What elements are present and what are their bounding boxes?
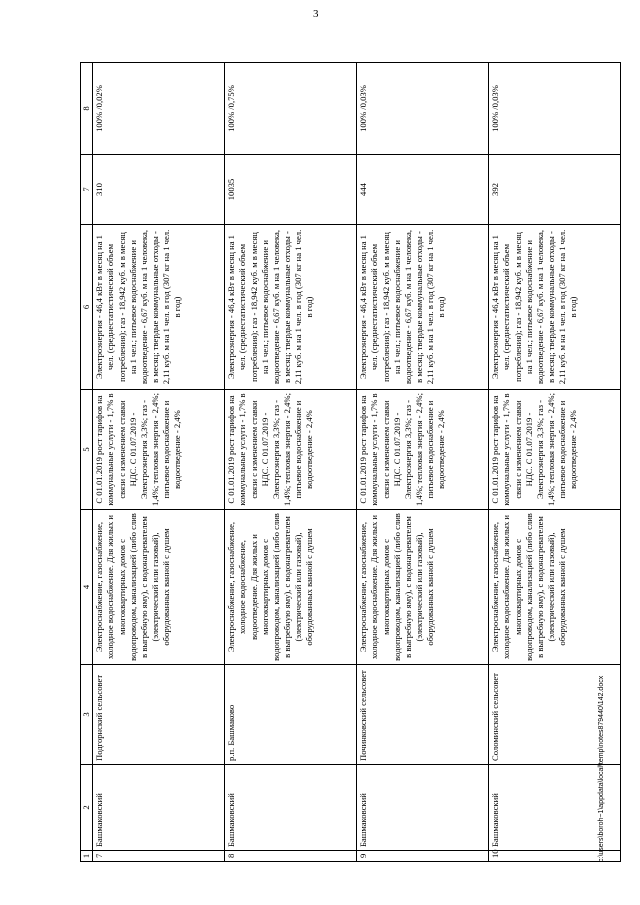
row-number: 9 xyxy=(357,851,489,862)
population-cell: 392 xyxy=(489,155,621,225)
table-row xyxy=(357,63,489,862)
header-cell: 2 xyxy=(81,765,93,851)
tariff-table xyxy=(80,62,621,862)
municipality-cell: Соломинский сельсовет xyxy=(489,665,621,765)
row-number: 7 xyxy=(93,851,225,862)
share-cell: 100% /0,03% xyxy=(357,63,489,155)
header-cell: 4 xyxy=(81,510,93,665)
table-row xyxy=(93,63,225,862)
district-cell: Башмаковский xyxy=(357,765,489,851)
table-row xyxy=(225,63,357,862)
header-cell: 5 xyxy=(81,390,93,510)
row-number: 8 xyxy=(225,851,357,862)
consumption-cell: Электроэнергия - 46,4 кВт в месяц на 1 чел. (среднестатистический объем потребления); газ - 18,942 куб. м в месяц на 1 чел.; питьевое водоснабжение и водоотведение - 6,67 куб. м на 1 человека, в месяц; твердые коммунальные отходы - 2,11 куб. м на 1 чел. в год (307 кг на 1 чел. в год) xyxy=(93,225,225,390)
header-cell: 6 xyxy=(81,225,93,390)
population-cell: 310 xyxy=(93,155,225,225)
municipality-cell: Подгорнский сельсовет xyxy=(93,665,225,765)
municipality-cell: р.п. Башмаково xyxy=(225,665,357,765)
district-cell: Башмаковский xyxy=(489,765,621,851)
population-cell: 10035 xyxy=(225,155,357,225)
consumption-cell: Электроэнергия - 46,4 кВт в месяц на 1 чел. (среднестатистический объем потребления); газ - 18,942 куб. м в месяц на 1 чел.; питьевое водоснабжение и водоотведение - 6,67 куб. м на 1 человека, в месяц; твердые коммунальные отходы - 2,11 куб. м на 1 чел. в год (307 кг на 1 чел. в год) xyxy=(357,225,489,390)
table-header-row xyxy=(81,63,93,862)
share-cell: 100% /0,02% xyxy=(93,63,225,155)
services-cell: Электроснабжение, газоснабжение, холодное водоснабжение. Для жилых и многоквартирных домов с водопроводом, канализацией (либо слив в выгребную яму), с водонагревателем (электрический или газовый), оборудованных ванной с душем xyxy=(489,510,621,665)
share-cell: 100% /0,03% xyxy=(489,63,621,155)
header-cell: 8 xyxy=(81,63,93,155)
row-number: 10 xyxy=(489,851,621,862)
services-cell: Электроснабжение, газоснабжение, холодное водоснабжение. Для жилых и многоквартирных домов с водопроводом, канализацией (либо слив в выгребную яму), с водонагревателем (электрический или газовый), оборудованных ванной с душем xyxy=(93,510,225,665)
consumption-cell: Электроэнергия - 46,4 кВт в месяц на 1 чел. (среднестатистический объем потребления); газ - 18,942 куб. м в месяц на 1 чел.; питьевое водоснабжение и водоотведение - 6,67 куб. м на 1 человека, в месяц; твердые коммунальные отходы - 2,11 куб. м на 1 чел. в год (307 кг на 1 чел. в год) xyxy=(489,225,621,390)
share-cell: 100% /0,75% xyxy=(225,63,357,155)
services-cell: Электроснабжение, газоснабжение, холодное водоснабжение. Для жилых и многоквартирных домов с водопроводом, канализацией (либо слив в выгребную яму), с водонагревателем (электрический или газовый), оборудованных ванной с душем xyxy=(357,510,489,665)
header-cell: 3 xyxy=(81,665,93,765)
tariff-growth-cell: С 01.01.2019 рост тарифов на коммунальные услуги - 1,7% в связи с изменением ставки НДС. С 01.07.2019 - Электроэнергия 3,3%; газ - 1,4%; тепловая энергия - 2,4%; питьевое водоснабжение и водоотведение - 2,4% xyxy=(93,390,225,510)
district-cell: Башмаковский xyxy=(93,765,225,851)
district-cell: Башмаковский xyxy=(225,765,357,851)
tariff-growth-cell: С 01.01.2019 рост тарифов на коммунальные услуги - 1,7% в связи с изменением ставки НДС. С 01.07.2019 - Электроэнергия 3,3%; газ - 1,4%; тепловая энергия - 2,4%; питьевое водоснабжение и водоотведение - 2,4% xyxy=(357,390,489,510)
tariff-growth-cell: С 01.01.2019 рост тарифов на коммунальные услуги - 1,7% в связи с изменением ставки НДС. С 01.07.2019 - Электроэнергия 3,3%; газ - 1,4%; тепловая энергия - 2,4%; питьевое водоснабжение и водоотведение - 2,4% xyxy=(225,390,357,510)
page-number: 3 xyxy=(313,8,319,20)
header-cell: 1 xyxy=(81,851,93,862)
population-cell: 444 xyxy=(357,155,489,225)
footer-file-path: c:\users\boroh~1\appdata\local\temp\notes879440\142.docx xyxy=(598,675,605,862)
tariff-growth-cell: С 01.01.2019 рост тарифов на коммунальные услуги - 1,7% в связи с изменением ставки НДС. С 01.07.2019 - Электроэнергия 3,3%; газ - 1,4%; тепловая энергия - 2,4%; питьевое водоснабжение и водоотведение - 2,4% xyxy=(489,390,621,510)
consumption-cell: Электроэнергия - 46,4 кВт в месяц на 1 чел. (среднестатистический объем потребления); газ - 18,942 куб. м в месяц на 1 чел.; питьевое водоснабжение и водоотведение - 6,67 куб. м на 1 человека, в месяц; твердые коммунальные отходы - 2,11 куб. м на 1 чел. в год (307 кг на 1 чел. в год) xyxy=(225,225,357,390)
services-cell: Электроснабжение, газоснабжение, холодное водоснабжение, водоотведение. Для жилых и многоквартирных домов с водопроводом, канализацией (либо слив в выгребную яму), с водонагревателем (электрический или газовый), оборудованных ванной с душем xyxy=(225,510,357,665)
municipality-cell: Починковский сельсовет xyxy=(357,665,489,765)
header-cell: 7 xyxy=(81,155,93,225)
rotated-table-container xyxy=(80,62,620,862)
